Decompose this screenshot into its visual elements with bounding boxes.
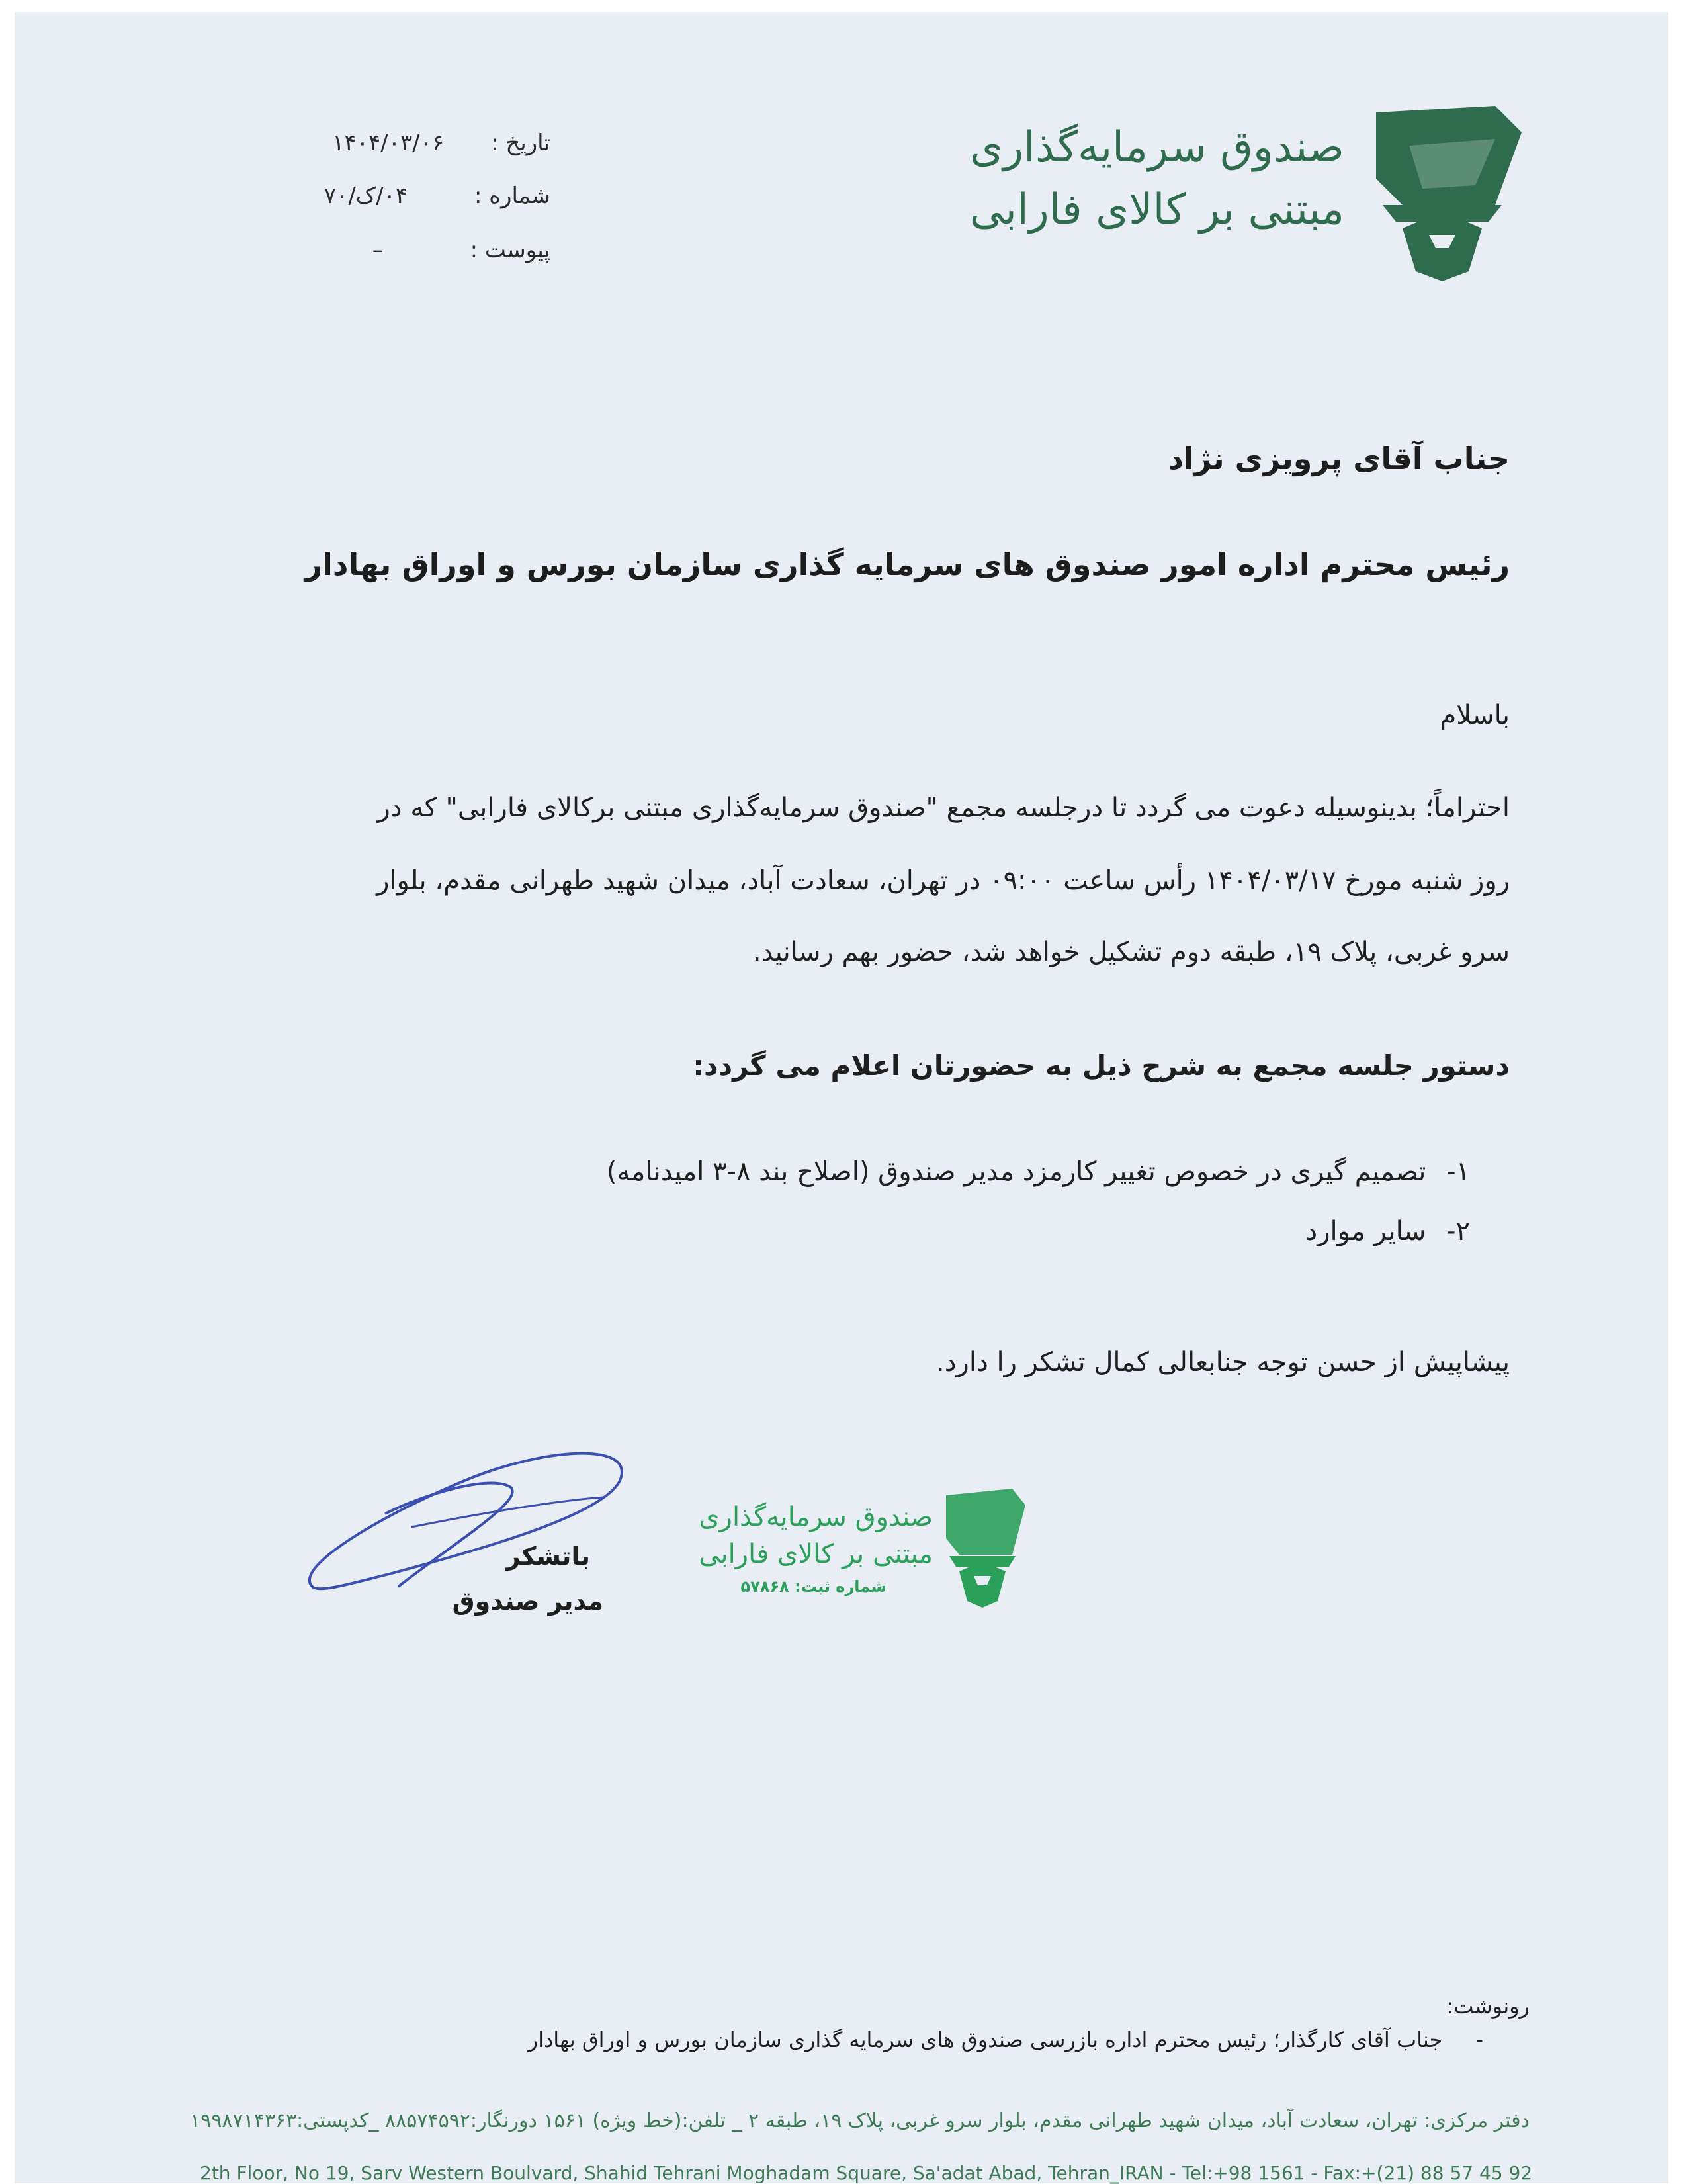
footer-address-en: 2th Floor, No 19, Sarv Western Boulvard, Shahid Tehrani Moghadam Square, Sa'adat Abad, Tehran_IRAN - Tel:+98 1561 - Fax:+(21) 88 57 45 92: [200, 2162, 1533, 2184]
recipient-name: جناب آقای پرویزی نژاد: [1168, 441, 1510, 476]
agenda-item: [1305, 1216, 1470, 1246]
attachment-label: پیوست :: [470, 237, 550, 263]
body-paragraph-line: احتراماً؛ بدینوسیله دعوت می گردد تا درجلسه مجمع "صندوق سرمایه‌گذاری مبتنی برکالای فارابی" که در: [377, 793, 1510, 823]
agenda-item-text: تصمیم گیری در خصوص تغییر کارمزد مدیر صندوق (اصلاح بند ۸-۳ امیدنامه): [606, 1157, 1426, 1187]
agenda-item-text: سایر موارد: [1305, 1216, 1426, 1246]
cc-label: رونوشت:: [1446, 1993, 1530, 2019]
body-paragraph-line: روز شنبه مورخ ۱۴۰۴/۰۳/۱۷ رأس ساعت ۰۹:۰۰ در تهران، سعادت آباد، میدان شهید طهرانی مقدم، بلوار: [376, 865, 1510, 896]
agenda-item: [607, 1157, 1470, 1187]
letter-page: [15, 12, 1668, 2183]
signature-mark-icon: [292, 1434, 636, 1606]
stamp-logo-icon: [939, 1489, 1025, 1614]
recipient-title: رئیس محترم اداره امور صندوق های سرمایه گذاری سازمان بورس و اوراق بهادار: [304, 546, 1510, 582]
number-row: [324, 183, 550, 209]
attachment-value: –: [372, 237, 384, 263]
agenda-item-number: ۲-: [1446, 1216, 1470, 1246]
stamp-name-line2: مبتنی بر کالای فارابی: [699, 1539, 933, 1569]
agenda-item-number: ۱-: [1446, 1157, 1470, 1187]
cc-bullet: -: [1475, 2027, 1483, 2052]
cc-item: [528, 2027, 1483, 2052]
number-label: شماره :: [474, 183, 550, 209]
brand-name-line2: مبتنی بر کالای فارابی: [969, 185, 1344, 234]
date-value: ۱۴۰۴/۰۳/۰۶: [332, 130, 445, 156]
agenda-title: دستور جلسه مجمع به شرح ذیل به حضورتان اعلام می گردد:: [693, 1049, 1510, 1082]
date-label: تاریخ :: [491, 130, 550, 156]
stamp-reg-number: شماره ثبت: ۵۷۸۶۸: [740, 1577, 887, 1596]
closing-line: پیشاپیش از حسن توجه جنابعالی کمال تشکر را دارد.: [936, 1347, 1510, 1377]
date-row: [332, 130, 550, 156]
number-value: ۰۴/ک/۷۰: [324, 183, 408, 209]
fund-logo-icon: [1363, 106, 1522, 284]
body-paragraph-line: سرو غربی، پلاک ۱۹، طبقه دوم تشکیل خواهد شد، حضور بهم رسانید.: [752, 937, 1510, 967]
brand-name-line1: صندوق سرمایه‌گذاری: [970, 123, 1344, 172]
signature-role: مدیر صندوق: [452, 1587, 603, 1616]
footer-address-fa: دفتر مرکزی: تهران، سعادت آباد، میدان شهید طهرانی مقدم، بلوار سرو غربی، پلاک ۱۹، طبقه ۲ _ تلفن:(خط ویژه) ۱۵۶۱ دورنگار:۸۸۵۷۴۵۹۲ _کدپستی:۱۹۹۸۷۱۴۳۶۳: [190, 2109, 1530, 2132]
signature-thanks: باتشکر: [505, 1542, 590, 1571]
stamp-name-line1: صندوق سرمایه‌گذاری: [699, 1502, 933, 1532]
salutation: باسلام: [1440, 700, 1510, 730]
attachment-row: [372, 237, 550, 263]
cc-text: جناب آقای کارگذار؛ رئیس محترم اداره بازرسی صندوق های سرمایه گذاری سازمان بورس و اوراق بهادار: [527, 2027, 1443, 2052]
